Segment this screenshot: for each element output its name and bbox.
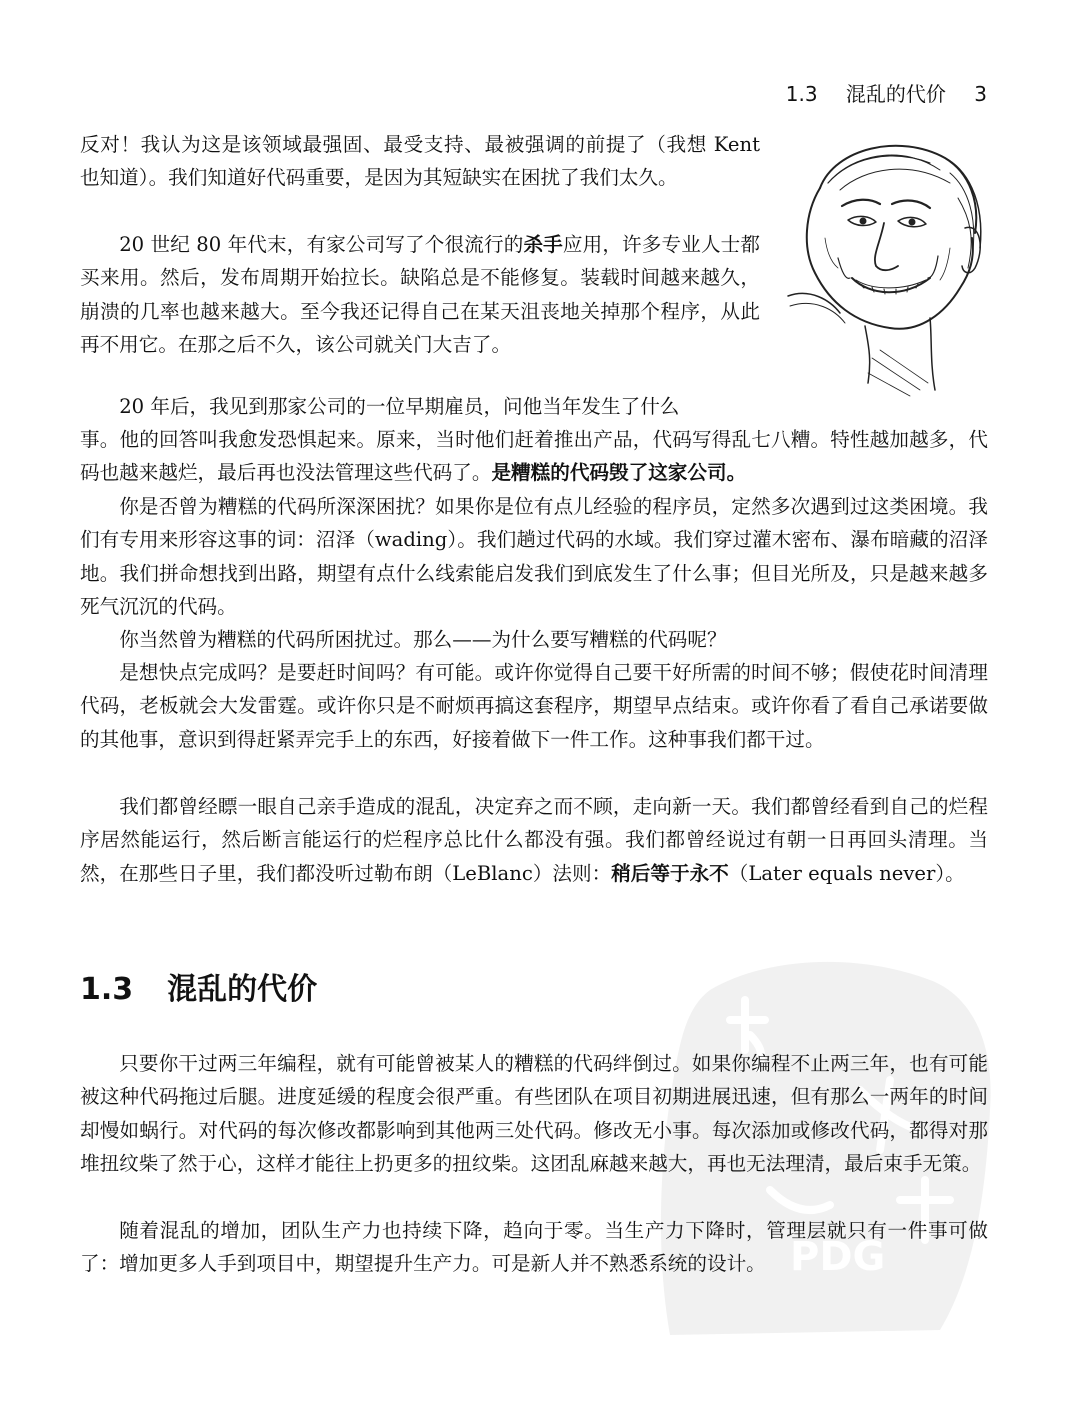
paragraph-5: 你当然曾为糟糕的代码所困扰过。那么——为什么要写糟糕的代码呢？ <box>119 628 727 651</box>
header-page-number: 3 <box>974 82 987 106</box>
bold-conclusion: 是糟糕的代码毁了这家公司。 <box>491 461 747 485</box>
section-paragraph-2: 随着混乱的增加，团队生产力也持续下降，趋向于零。当生产力下降时，管理层就只有一件事可做了：增加更多人手到项目中，期望提升生产力。可是新人并不熟悉系统的设计。 <box>80 1219 988 1276</box>
portrait-illustration <box>780 128 990 398</box>
paragraph-3-line-1: 20 年后，我见到那家公司的一位早期雇员，问他当年发生了什么 <box>119 395 680 418</box>
section-title: 混乱的代价 <box>167 972 318 1007</box>
bold-term: 杀手 <box>523 233 563 256</box>
section-number: 1.3 <box>80 972 134 1007</box>
paragraph-7: 我们都曾经瞟一眼自己亲手造成的混乱，决定弃之而不顾，走向新一天。我们都曾经看到自己的烂程序居然能运行，然后断言能运行的烂程序总比什么都没有强。我们都曾经说过有朝一日再回头清理。当然，在那些日子里，我们都没听过勒布朗（LeBlanc）法则：稍后等于永不（Later equals never）。 <box>80 795 988 885</box>
running-header <box>780 78 987 107</box>
watermark-text: PDG <box>790 1234 886 1280</box>
paragraph-1: 反对！我认为这是该领域最强固、最受支持、最被强调的前提了（我想 Kent 也知道）。我们知道好代码重要，是因为其短缺实在困扰了我们太久。 <box>80 133 760 190</box>
paragraph-4: 你是否曾为糟糕的代码所深深困扰？如果你是位有点儿经验的程序员，定然多次遇到过这类困境。我们有专用来形容这事的词：沼泽（wading）。我们趟过代码的水域。我们穿过灌木密布、瀑布暗藏的沼泽地。我们拼命想找到出路，期望有点什么线索能启发我们到底发生了什么事；但目光所及，只是越来越多死气沉沉的代码。 <box>80 495 988 619</box>
header-section-number: 1.3 <box>785 82 818 106</box>
bold-law: 稍后等于永不 <box>611 861 729 885</box>
paragraph-6: 是想快点完成吗？是要赶时间吗？有可能。或许你觉得自己要干好所需的时间不够；假使花时间清理代码，老板就会大发雷霆。或许你只是不耐烦再搞这套程序，期望早点结束。或许你看了看自己承诺要做的其他事，意识到得赶紧弄完手上的东西，好接着做下一件工作。这种事我们都干过。 <box>80 661 988 751</box>
paragraph-3-rest: 事。他的回答叫我愈发恐惧起来。原来，当时他们赶着推出产品，代码写得乱七八糟。特性越加越多，代码也越来越烂，最后再也没法管理这些代码了。是糟糕的代码毁了这家公司。 <box>80 428 988 485</box>
section-heading <box>80 970 317 1010</box>
header-section-title: 混乱的代价 <box>845 82 946 106</box>
section-paragraph-1: 只要你干过两三年编程，就有可能曾被某人的糟糕的代码绊倒过。如果你编程不止两三年，也有可能被这种代码拖过后腿。进度延缓的程度会很严重。有些团队在项目初期进展迅速，但有那么一两年的时间却慢如蜗行。对代码的每次修改都影响到其他两三处代码。修改无小事。每次添加或修改代码，都得对那堆扭纹柴了然于心，这样才能往上扔更多的扭纹柴。这团乱麻越来越大，再也无法理清，最后束手无策。 <box>80 1052 988 1176</box>
paragraph-2: 20 世纪 80 年代末，有家公司写了个很流行的杀手应用，许多专业人士都买来用。然后，发布周期开始拉长。缺陷总是不能修复。装载时间越来越久，崩溃的几率也越来越大。至今我还记得自己在某天沮丧地关掉那个程序，从此再不用它。在那之后不久，该公司就关门大吉了。 <box>80 233 760 357</box>
